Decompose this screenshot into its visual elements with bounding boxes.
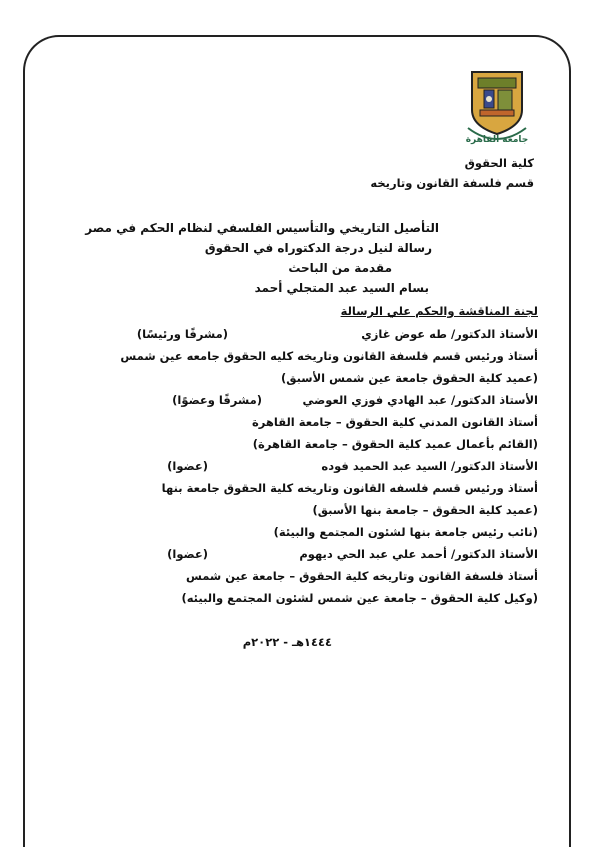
member-role: (مشرفًا وعضوًا) <box>172 393 262 407</box>
member-name: الأستاذ الدكتور/ عبد الهادي فوزي العوضي <box>302 393 538 407</box>
member-name: الأستاذ الدكتور/ طه عوض غازي <box>361 327 538 341</box>
thesis-title: التأصيل التاريخي والتأسيس الفلسفي لنظام الحكم في مصر <box>85 221 439 235</box>
member-role: (عضوا) <box>167 459 208 473</box>
date-line: ١٤٤٤هـ - ٢٠٢٢م <box>242 635 332 649</box>
researcher-name: بسام السيد عبد المتجلي أحمد <box>254 281 429 295</box>
member-role: (مشرفًا ورئيسًا) <box>136 327 228 341</box>
member-detail: أستاذ القانون المدني كلية الحقوق – جامعة القاهرة <box>251 415 538 429</box>
department-name: قسم فلسفة القانون وتاريخه <box>370 176 534 190</box>
member-detail: أستاذ ورئيس قسم فلسفة القانون وتاريخه كليه الحقوق جامعه عين شمس <box>120 349 538 363</box>
member-detail: أستاذ فلسفة القانون وتاريخه كلية الحقوق – جامعة عين شمس <box>185 569 538 583</box>
logo-caption: جامعة القاهرة <box>465 135 529 145</box>
member-detail: (القائم بأعمال عميد كلية الحقوق – جامعة القاهرة) <box>252 437 538 451</box>
member-detail: (نائب رئيس جامعة بنها لشئون المجتمع والبيئة) <box>273 525 538 539</box>
member-detail: (وكيل كلية الحقوق – جامعة عين شمس لشئون المجتمع والبيئه) <box>181 591 538 605</box>
faculty-name: كلية الحقوق <box>464 156 534 170</box>
member-detail: أستاذ ورئيس قسم فلسفه القانون وتاريخه كلية الحقوق جامعة بنها <box>161 481 538 495</box>
presented-by: مقدمة من الباحث <box>288 261 392 275</box>
member-role: (عضوا) <box>167 547 208 561</box>
member-name: الأستاذ الدكتور/ أحمد علي عبد الحي ديهوم <box>299 547 538 561</box>
committee-heading: لجنة المناقشة والحكم علي الرسالة <box>340 304 538 318</box>
member-detail: (عميد كلية الحقوق – جامعة بنها الأسبق) <box>312 503 538 517</box>
member-detail: (عميد كلية الحقوق جامعة عين شمس الأسبق) <box>280 371 538 385</box>
thesis-purpose: رسالة لنيل درجة الدكتوراه في الحقوق <box>204 241 432 255</box>
member-name: الأستاذ الدكتور/ السيد عبد الحميد فوده <box>321 459 538 473</box>
university-logo <box>462 68 532 146</box>
